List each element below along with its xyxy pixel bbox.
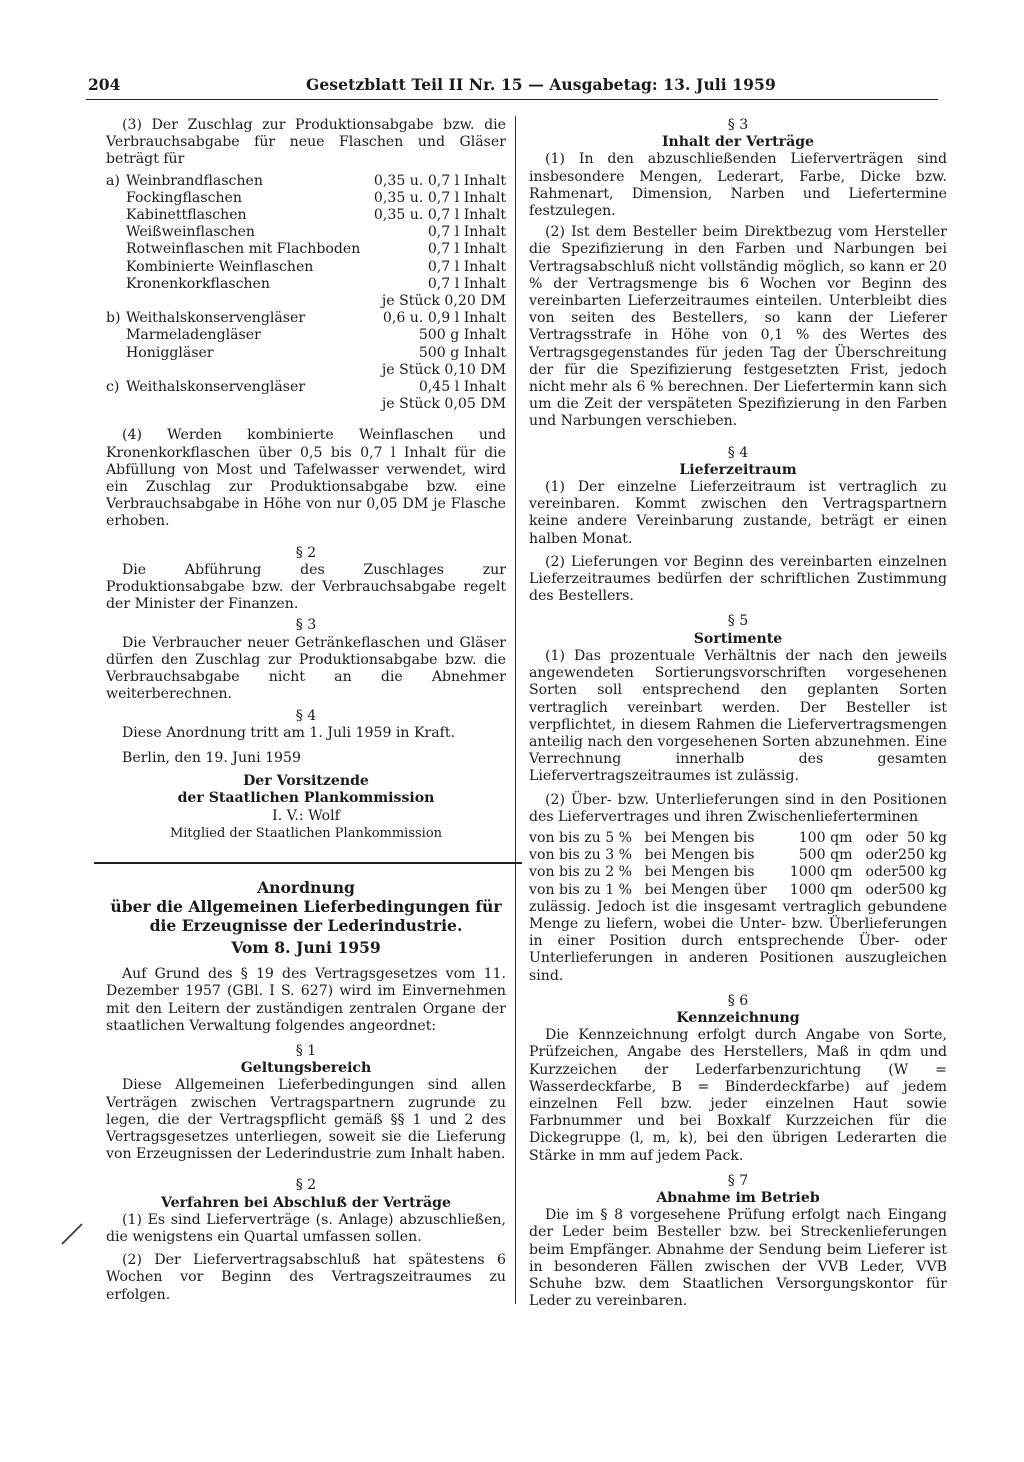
tolerance-cell: bei Mengen bis <box>644 864 755 881</box>
rate-amount: je Stück 0,20 DM <box>381 293 506 310</box>
tolerance-cell: bei Mengen über <box>644 881 767 898</box>
r-section-5-para-2: (2) Über- bzw. Unterlieferungen sind in den Positionen des Liefervertrages und ihren Zwischenlieferterminen <box>529 791 947 825</box>
tolerance-cell: 50 kg <box>907 829 947 846</box>
r-section-3-number: § 3 <box>727 117 749 133</box>
tolerance-row <box>529 882 947 899</box>
rate-label <box>106 190 126 207</box>
rate-label: a) <box>106 172 120 189</box>
section-2-text: Die Abführung des Zuschlages zur Produktionsabgabe bzw. der Verbrauchsabgabe regelt der Minister der Finanzen. <box>106 561 506 613</box>
rate-amount: 0,7 l Inhalt <box>427 275 506 292</box>
tolerance-cell: von bis zu 3 % <box>529 847 633 864</box>
r-section-6-heading: Kennzeichnung <box>676 1009 800 1026</box>
tolerance-cell: 250 kg <box>898 847 947 864</box>
ordinance-section-2-heading: Verfahren bei Abschluß der Verträge <box>161 1194 451 1211</box>
rate-item: Fockingflaschen <box>126 189 242 206</box>
tolerance-cell: oder <box>865 829 899 846</box>
rate-row <box>106 345 506 362</box>
r-section-6-para-1: Die Kennzeichnung erfolgt durch Angabe von Sorte, Prüfzeichen, Angabe des Herstellers, Maß in qdm und Kurzzeichen der Lederfarbenzurichtung (W = Wasserdeckfarbe, B = Binderdeckfarbe) auf jedem einzelnen Fell bzw. jeder einzelnen Haut sowie Farbnummer und bei Boxkalf Kurzzeichen für die Dickegruppe (l, m, k), bei den übrigen Lederarten die Stärke in mm auf jedem Pack. <box>529 1027 947 1164</box>
rate-item <box>126 362 369 379</box>
rate-label <box>106 259 126 276</box>
rate-amount: 0,35 u. 0,7 l Inhalt <box>373 207 506 224</box>
rate-item: Weithalskonservengläser <box>126 379 306 396</box>
tolerance-cell: bei Mengen bis <box>644 829 755 846</box>
tolerance-cell: oder <box>865 847 899 864</box>
rate-amount: 0,7 l Inhalt <box>427 241 506 258</box>
tolerance-cell: von bis zu 1 % <box>529 881 633 898</box>
tolerance-row <box>529 830 947 847</box>
ordinance-title: Anordnung <box>257 877 355 897</box>
rate-amount: 500 g Inhalt <box>418 327 506 344</box>
rate-item: Weithalskonservengläser <box>126 310 306 327</box>
rate-row <box>106 327 506 344</box>
rate-row <box>106 207 506 224</box>
rate-row <box>106 396 506 413</box>
rate-item: Weinbrandflaschen <box>126 172 263 189</box>
r-section-3-heading: Inhalt der Verträge <box>661 134 815 151</box>
r-section-4-heading: Lieferzeitraum <box>679 461 797 478</box>
left-column <box>106 117 506 1304</box>
rate-row <box>106 310 506 327</box>
rate-row <box>106 259 506 276</box>
tolerance-cell: oder <box>865 881 899 898</box>
tolerance-cell: 500 kg <box>898 864 947 881</box>
rate-item: Rotweinflaschen mit Flachboden <box>126 241 361 258</box>
rate-label <box>106 362 126 379</box>
r-section-5-heading: Sortimente <box>693 630 783 647</box>
rate-item: Weißweinflaschen <box>126 224 256 241</box>
tolerance-row <box>529 847 947 864</box>
rate-amount: 0,6 u. 0,9 l Inhalt <box>382 310 506 327</box>
signature-role: Mitglied der Staatlichen Plankommission <box>169 825 443 841</box>
ordinance-section-2-para-1: (1) Es sind Lieferverträge (s. Anlage) abzuschließen, die wenigstens ein Quartal umfassen sollen. <box>106 1211 506 1245</box>
rate-amount: 0,7 l Inhalt <box>427 258 506 275</box>
header-rule <box>86 99 938 100</box>
rate-item: Honiggläser <box>126 344 214 361</box>
rate-amount: je Stück 0,05 DM <box>381 396 506 413</box>
rate-amount: 500 g Inhalt <box>418 344 506 361</box>
tolerance-cell: 500 qm <box>798 847 853 864</box>
tolerance-table <box>529 830 947 899</box>
tolerance-cell: 1000 qm <box>789 881 853 898</box>
signature-title-1: Der Vorsitzende <box>243 773 369 790</box>
tolerance-cell: 1000 qm <box>789 864 853 881</box>
section-3-text: Die Verbraucher neuer Getränkeflaschen und Gläser dürfen den Zuschlag zur Produktionsabgabe bzw. die Verbrauchsabgabe nicht an die Abnehmer weiterberechnen. <box>106 634 506 703</box>
tolerance-cell: von bis zu 5 % <box>529 829 633 846</box>
tolerance-cell: bei Mengen bis <box>644 847 755 864</box>
r-section-5-para-1: (1) Das prozentuale Verhältnis der nach den jeweils angewendeten Sortierungsvorschriften vorgesehenen Sorten soll entsprechend den geplanten Sorten vertraglich vereinbart werden. Der Besteller ist verpflichtet, in diesem Rahmen die Liefervertragsmengen anteilig nach den vorgesehenen Sorten abzunehmen. Eine Verrechnung innerhalb des gesamten Liefervertragszeitraumes ist zulässig. <box>529 647 947 785</box>
rate-item: Kabinettflaschen <box>126 207 247 224</box>
rate-item: Kombinierte Weinflaschen <box>126 258 314 275</box>
rate-item: Kronenkorkflaschen <box>126 275 270 292</box>
rate-label <box>106 396 126 413</box>
section-2-number: § 2 <box>295 544 317 561</box>
section-3-number: § 3 <box>295 617 317 634</box>
ordinance-section-1-text: Diese Allgemeinen Lieferbedingungen sind allen Verträgen zwischen Vertragspartnern zugrunde zu legen, die der Vertragspflicht gemäß §§ 1 und 2 des Vertragsgesetzes unterliegen, soweit sie die Lieferung von Erzeugnissen der Lederindustrie zum Inhalt haben. <box>106 1077 506 1163</box>
rate-amount: 0,45 l Inhalt <box>418 379 506 396</box>
ordinance-section-1-heading: Geltungsbereich <box>240 1060 372 1077</box>
rate-amount: 0,35 u. 0,7 l Inhalt <box>373 172 506 189</box>
r-section-5-number: § 5 <box>727 613 749 630</box>
tolerance-cell: oder <box>865 864 899 881</box>
paragraph-3: (3) Der Zuschlag zur Produktionsabgabe bzw. die Verbrauchsabgabe für neue Flaschen und Gläser beträgt für <box>106 117 506 168</box>
rate-row <box>106 224 506 241</box>
rate-row <box>106 276 506 293</box>
section-4-text: Diese Anordnung tritt am 1. Juli 1959 in Kraft. <box>122 724 455 741</box>
running-title: Gesetzblatt Teil II Nr. 15 — Ausgabetag: 13. Juli 1959 <box>306 75 776 94</box>
r-section-4-number: § 4 <box>727 444 749 461</box>
rate-amount: 0,35 u. 0,7 l Inhalt <box>373 189 506 206</box>
rate-row <box>106 293 506 310</box>
preamble: Auf Grund des § 19 des Vertragsgesetzes vom 11. Dezember 1957 (GBl. I S. 627) wird im Einvernehmen mit den Leitern der zuständigen zentralen Organe der staatlichen Verwaltung folgendes angeordnet: <box>106 966 506 1034</box>
ordinance-subtitle: über die Allgemeinen Lieferbedingungen für die Erzeugnisse der Lederindustrie. <box>110 896 502 935</box>
rate-label <box>106 345 126 362</box>
ordinance-section-1-number: § 1 <box>295 1042 317 1059</box>
paragraph-4: (4) Werden kombinierte Weinflaschen und Kronenkorkflaschen über 0,5 bis 0,7 l Inhalt für die Abfüllung von Most und Tafelwasser verwendet, wird ein Zuschlag zur Produktionsabgabe bzw. eine Verbrauchsabgabe in Höhe von nur 0,05 DM je Flasche erhoben. <box>106 427 506 530</box>
rate-label: c) <box>106 379 120 396</box>
tolerance-cell: 500 kg <box>898 881 947 898</box>
r-section-7-number: § 7 <box>727 1172 749 1189</box>
r-section-5-para-3: zulässig. Jedoch ist die insgesamt vertraglich gebundene Menge zu liefern, wobei die Unter- bzw. Überlieferungen in einer Position durch entsprechende Über- oder Unterlieferungen in anderen Positionen auszugleichen sind. <box>529 898 947 984</box>
rate-label <box>106 224 126 241</box>
rate-row <box>106 379 506 396</box>
r-section-3-para-1: (1) In den abzuschließenden Lieferverträgen sind insbesondere Mengen, Lederart, Farbe, Dicke bzw. Rahmenart, Dimension, Narben und Liefertermine festzulegen. <box>529 151 947 220</box>
r-section-6-number: § 6 <box>727 992 749 1009</box>
rate-row <box>106 241 506 258</box>
section-4-number: § 4 <box>295 707 317 724</box>
ordinance-section-2-para-2: (2) Der Liefervertragsabschluß hat spätestens 6 Wochen vor Beginn des Vertragszeitraumes zu erfolgen. <box>106 1252 506 1303</box>
rate-label <box>106 241 126 258</box>
r-section-4-para-2: (2) Lieferungen vor Beginn des vereinbarten einzelnen Lieferzeitraumes bedürfen der schriftlichen Zustimmung des Bestellers. <box>529 553 947 605</box>
tolerance-cell: von bis zu 2 % <box>529 864 633 881</box>
signature-name: I. V.: Wolf <box>272 807 340 824</box>
rate-row <box>106 362 506 379</box>
ordinance-date: Vom 8. Juni 1959 <box>231 937 381 957</box>
rate-amount: 0,7 l Inhalt <box>427 224 506 241</box>
rate-label <box>106 293 126 310</box>
page-number: 204 <box>88 75 121 94</box>
r-section-7-heading: Abnahme im Betrieb <box>656 1189 820 1206</box>
ordinance-section-2-number: § 2 <box>295 1177 317 1194</box>
pen-stroke-mark <box>60 1222 86 1246</box>
place-date: Berlin, den 19. Juni 1959 <box>122 749 301 766</box>
right-column <box>529 117 947 1310</box>
rate-row <box>106 190 506 207</box>
rate-label <box>106 276 126 293</box>
r-section-3-para-2: (2) Ist dem Besteller beim Direktbezug vom Hersteller die Spezifizierung in den Farben und Narbungen bei Vertragsabschluß nicht vollständig möglich, so kann er 20 % der Vertragsmenge bis 6 Wochen vor Beginn des vereinbarten Lieferzeitraumes einteilen. Unterbleibt dies von seiten des Bestellers, so kann der Lieferer Vertragsstrafe in Höhe von 0,1 % des Wertes des Vertragsgegenstandes für jeden Tag der Überschreitung der für die Spezifizierung festgesetzten Frist, jedoch nicht mehr als 6 % berechnen. Der Liefertermin kann sich um die Zeit der verspäteten Spezifizierung in den Farben und Narbungen verschieben. <box>529 224 947 430</box>
signature-title-2: der Staatlichen Plankommission <box>177 790 435 807</box>
rate-item <box>126 293 369 310</box>
column-rule <box>515 116 516 1304</box>
tolerance-cell: 100 qm <box>798 829 853 846</box>
r-section-7-para-1: Die im § 8 vorgesehene Prüfung erfolgt nach Eingang der Leder beim Besteller bzw. bei Streckenlieferungen beim Empfänger. Abnahme der Sendung beim Lieferer ist in besonderen Fällen zwischen der VVB Leder, VVB Schuhe bzw. dem Staatlichen Versorgungskontor für Leder zu vereinbaren. <box>529 1207 947 1310</box>
tolerance-row <box>529 864 947 881</box>
rate-label <box>106 327 126 344</box>
rate-item: Marmeladengläser <box>126 327 261 344</box>
rate-amount: je Stück 0,10 DM <box>381 361 506 378</box>
rate-label: b) <box>106 310 121 327</box>
rate-label <box>106 207 126 224</box>
rate-item <box>126 396 369 413</box>
rate-row <box>106 173 506 190</box>
rates-table <box>106 173 506 414</box>
r-section-4-para-1: (1) Der einzelne Lieferzeitraum ist vertraglich zu vereinbaren. Kommt zwischen den Vertragspartnern keine andere Vereinbarung zustande, beträgt er einen halben Monat. <box>529 479 947 547</box>
